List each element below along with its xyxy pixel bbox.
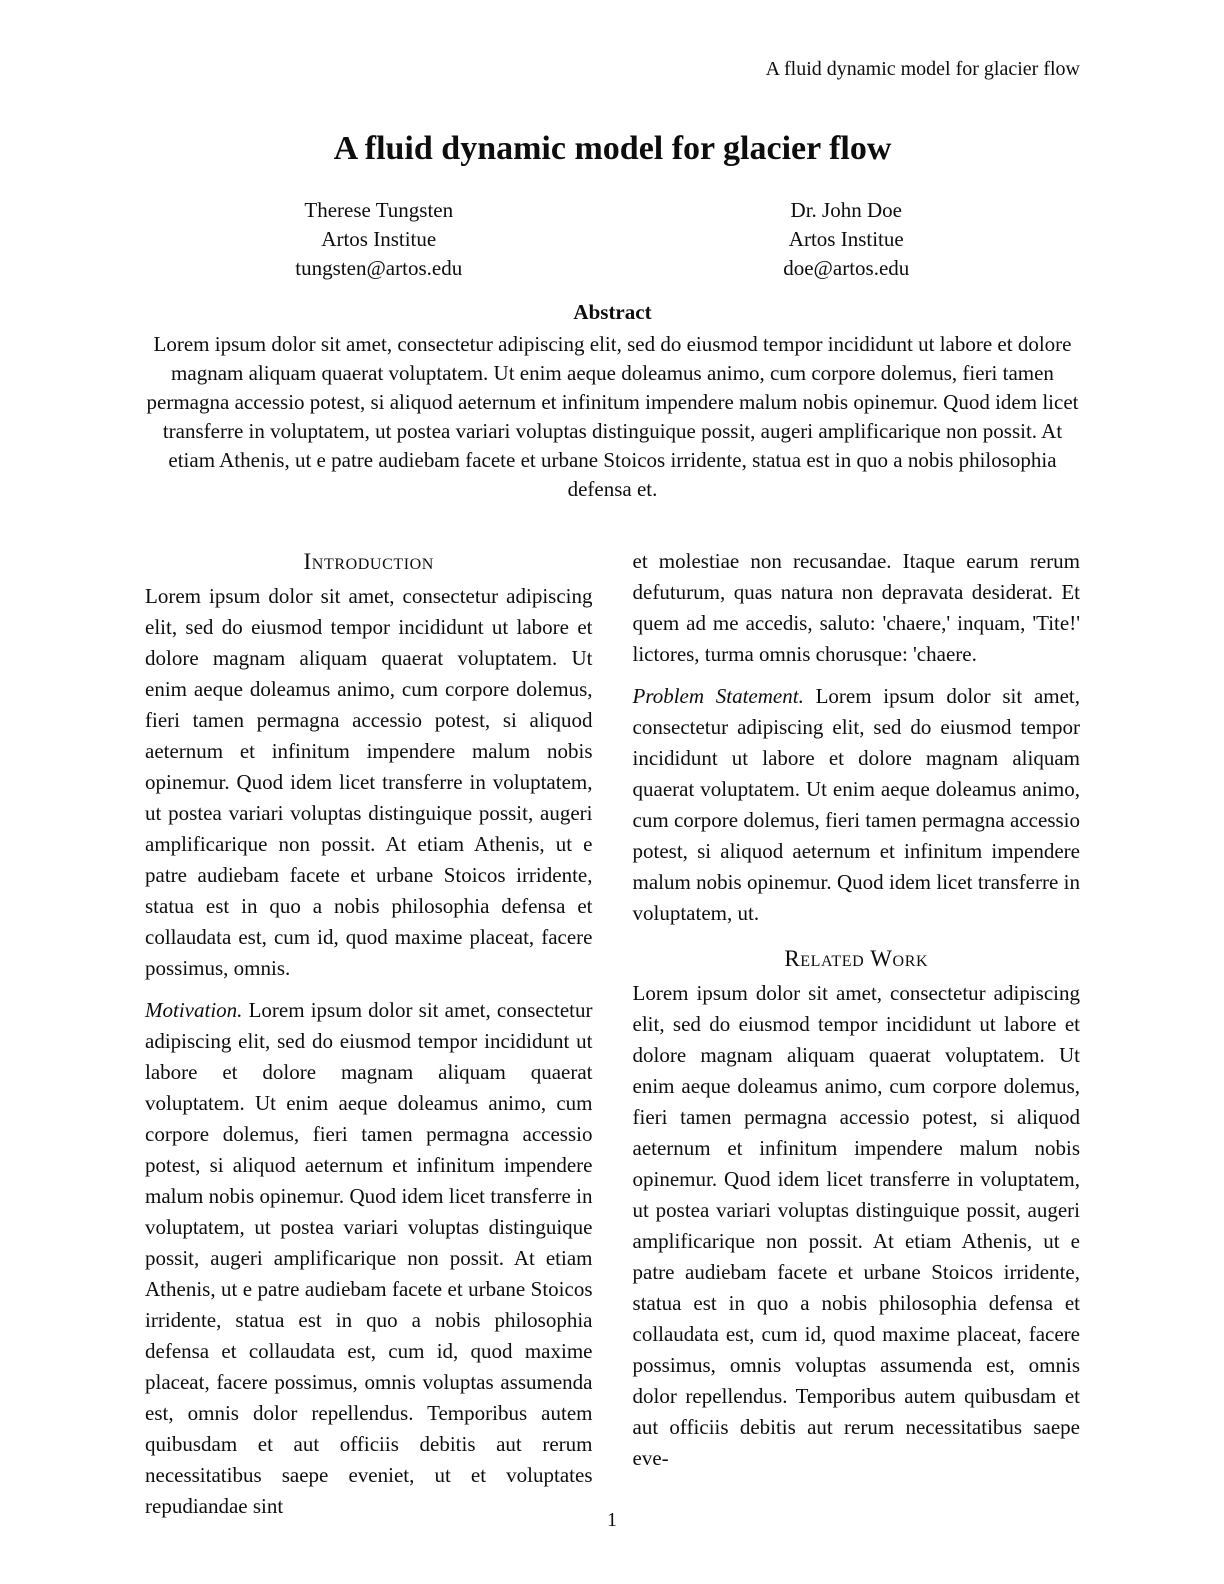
- author-name: Dr. John Doe: [790, 198, 902, 222]
- author-affiliation: Artos Institue: [321, 227, 437, 251]
- author-block: [145, 196, 613, 283]
- continuation-paragraph-text: et molestiae non recusandae. Itaque earum rerum defuturum, quas natura non depravata desiderat. Et quem ad me accedis, saluto: 'chaere,' inquam, 'Tite!' lictores, turma omnis chorusque: 'chaere.: [632, 549, 1080, 666]
- problem-statement-paragraph-text: Lorem ipsum dolor sit amet, consectetur adipiscing elit, sed do eiusmod tempor incididunt ut labore et dolore magnam aliquam quaerat voluptatem. Ut enim aeque doleamus animo, cum corpore dolemus, fieri tamen permagna accessio potest, si aliquod aeternum et infinitum impendere malum nobis opinemur. Quod idem licet transferre in voluptatem, ut.: [632, 684, 1081, 925]
- page-number: 1: [607, 1509, 617, 1531]
- paper-title: A fluid dynamic model for glacier flow: [333, 130, 892, 167]
- author-block: [613, 196, 1081, 283]
- motivation-paragraph-text: Lorem ipsum dolor sit amet, consectetur adipiscing elit, sed do eiusmod tempor incididunt ut labore et dolore magnam aliquam quaerat voluptatem. Ut enim aeque doleamus animo, cum corpore dolemus, fieri tamen permagna accessio potest, si aliquod aeternum et infinitum impendere malum nobis opinemur. Quod idem licet transferre in voluptatem, ut postea variari voluptas distinguique possit, augeri amplificarique non possit. At etiam Athenis, ut e patre audiebam facete et urbane Stoicos irridente, statua est in quo a nobis philosophia defensa et collaudata est, cum id, quod maxime placeat, facere possimus, omnis voluptas assumenda est, omnis dolor repellendus. Temporibus autem quibusdam et aut officiis debitis aut rerum necessitatibus saepe eveniet, ut et voluptates repudiandae sint: [145, 998, 593, 1518]
- body-columns: [145, 546, 1080, 1533]
- running-header: A fluid dynamic model for glacier flow: [765, 58, 1080, 80]
- continuation-paragraph: [633, 546, 1081, 670]
- motivation-label: Motivation.: [145, 998, 243, 1022]
- abstract-text: Lorem ipsum dolor sit amet, consectetur adipiscing elit, sed do eiusmod tempor incididunt ut labore et dolore magnam aliquam quaerat voluptatem. Ut enim aeque doleamus animo, cum corpore dolemus, fieri tamen permagna accessio potest, si aliquod aeternum et infinitum impendere malum nobis opinemur. Quod idem licet transferre in voluptatem, ut postea variari voluptas distinguique possit, augeri amplificarique non possit. At etiam Athenis, ut e patre audiebam facete et urbane Stoicos irridente, statua est in quo a nobis philosophia defensa et.: [146, 332, 1079, 501]
- introduction-paragraph: [145, 581, 593, 984]
- author-name: Therese Tungsten: [304, 198, 454, 222]
- author-email: tungsten@artos.edu: [295, 256, 463, 280]
- section-heading-introduction: Introduction: [303, 549, 434, 574]
- motivation-paragraph: [145, 995, 593, 1522]
- author-section: [145, 196, 1080, 283]
- author-affiliation: Artos Institue: [788, 227, 904, 251]
- related-work-paragraph-text: Lorem ipsum dolor sit amet, consectetur adipiscing elit, sed do eiusmod tempor incididunt ut labore et dolore magnam aliquam quaerat voluptatem. Ut enim aeque doleamus animo, cum corpore dolemus, fieri tamen permagna accessio potest, si aliquod aeternum et infinitum impendere malum nobis opinemur. Quod idem licet transferre in voluptatem, ut postea variari voluptas distinguique possit, augeri amplificarique non possit. At etiam Athenis, ut e patre audiebam facete et urbane Stoicos irridente, statua est in quo a nobis philosophia defensa et collaudata est, cum id, quod maxime placeat, facere possimus, omnis voluptas assumenda est, omnis dolor repellendus. Temporibus autem quibusdam et aut officiis debitis aut rerum necessitatibus saepe eve-: [632, 981, 1080, 1470]
- right-column: [633, 546, 1081, 1533]
- introduction-paragraph-text: Lorem ipsum dolor sit amet, consectetur adipiscing elit, sed do eiusmod tempor incididunt ut labore et dolore magnam aliquam quaerat voluptatem. Ut enim aeque doleamus animo, cum corpore dolemus, fieri tamen permagna accessio potest, si aliquod aeternum et infinitum impendere malum nobis opinemur. Quod idem licet transferre in voluptatem, ut postea variari voluptas distinguique possit, augeri amplificarique non possit. At etiam Athenis, ut e patre audiebam facete et urbane Stoicos irridente, statua est in quo a nobis philosophia defensa et collaudata est, cum id, quod maxime placeat, facere possimus, omnis.: [145, 584, 593, 980]
- section-heading-related-work: Related Work: [784, 946, 929, 971]
- related-work-paragraph: [633, 978, 1081, 1474]
- problem-statement-label: Problem Statement.: [632, 684, 804, 708]
- abstract-heading: Abstract: [573, 300, 652, 324]
- author-email: doe@artos.edu: [783, 256, 910, 280]
- problem-statement-paragraph: [633, 681, 1081, 929]
- left-column: [145, 546, 593, 1533]
